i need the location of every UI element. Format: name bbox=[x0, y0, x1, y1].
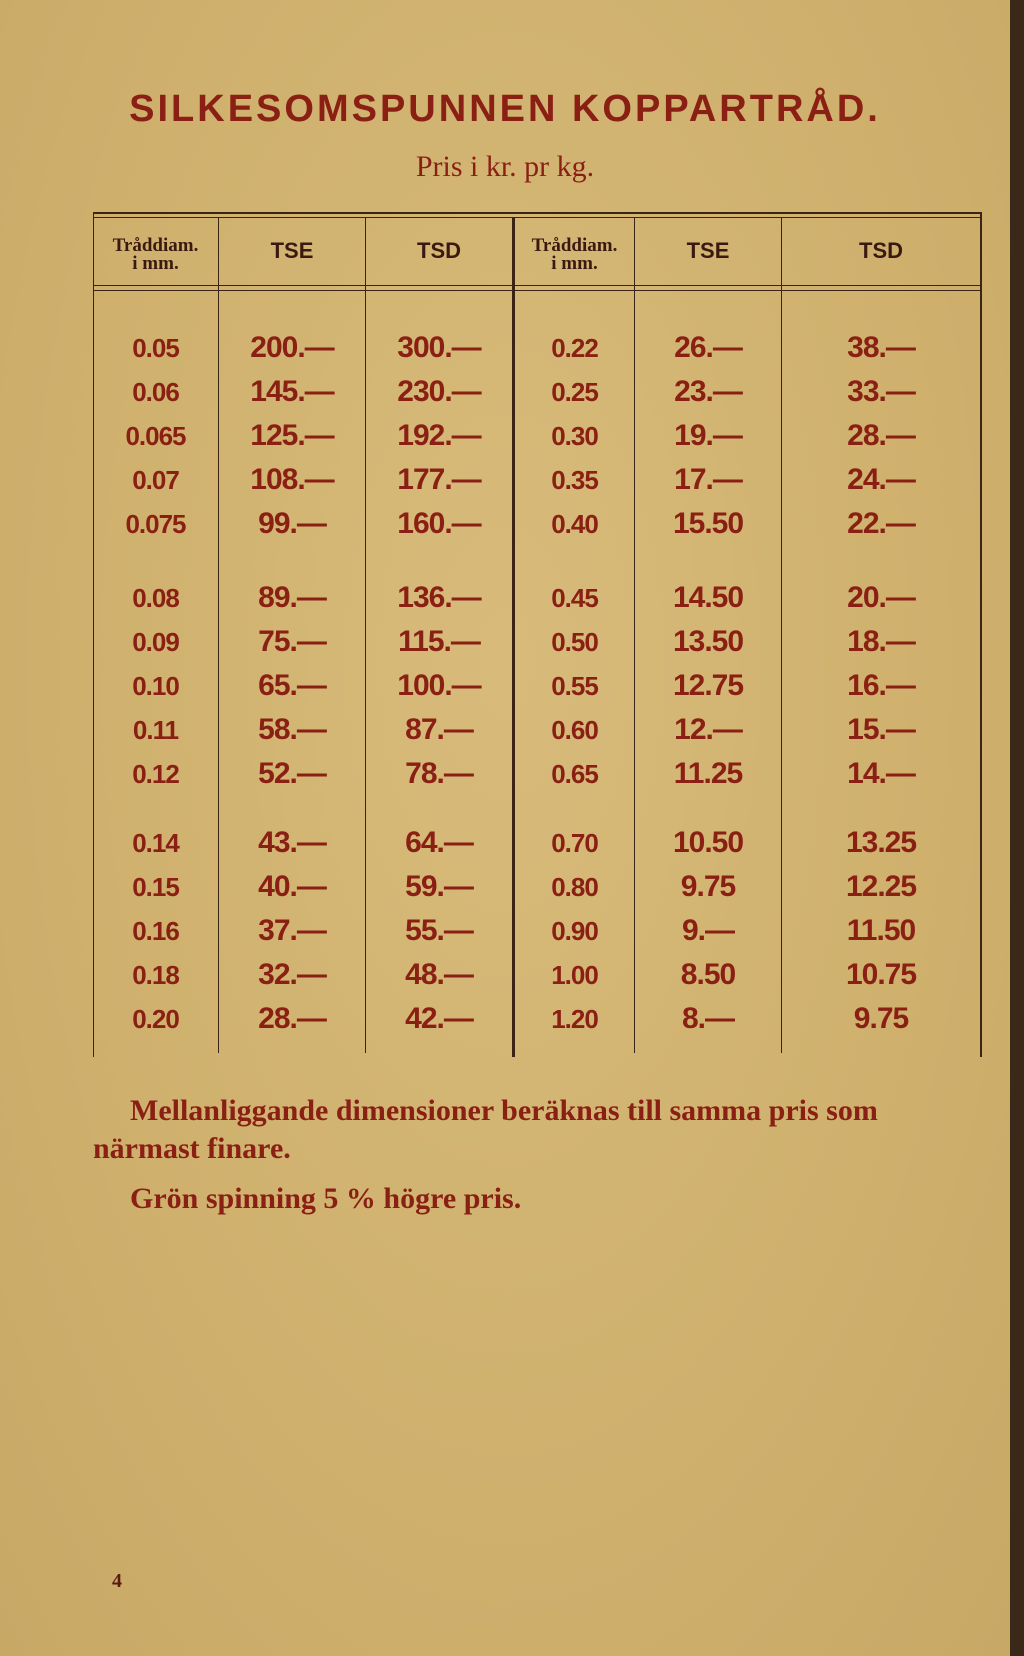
tsd-price-cell: 24.— bbox=[847, 463, 915, 496]
table-header-rule-2 bbox=[93, 290, 981, 291]
header-tse-left: TSE bbox=[270, 238, 314, 263]
tse-price-cell: 11.25 bbox=[673, 757, 743, 790]
diameter-cell: 0.08 bbox=[132, 583, 179, 613]
header-diameter-line2: i mm. bbox=[132, 253, 179, 274]
header-diameter-right bbox=[515, 237, 634, 273]
diameter-cell: 0.16 bbox=[132, 916, 179, 946]
tsd-price-cell: 87.— bbox=[405, 713, 473, 746]
tse-price-cell: 99.— bbox=[258, 507, 326, 540]
diameter-cell: 0.06 bbox=[132, 377, 179, 407]
tse-price-cell: 200.— bbox=[250, 331, 334, 364]
tse-price-cell: 14.50 bbox=[672, 581, 744, 614]
tsd-price-cell: 100.— bbox=[397, 669, 481, 702]
diameter-cell: 0.10 bbox=[132, 671, 179, 701]
tse-price-cell: 125.— bbox=[250, 419, 334, 452]
diameter-cell: 0.35 bbox=[551, 465, 598, 495]
header-tse-right: TSE bbox=[686, 238, 730, 263]
tse-price-cell: 8.50 bbox=[680, 958, 736, 991]
table-top-rule bbox=[93, 212, 981, 214]
diameter-cell: 0.09 bbox=[132, 627, 179, 657]
diameter-cell: 0.50 bbox=[551, 627, 598, 657]
diameter-cell: 0.80 bbox=[551, 872, 598, 902]
page-number: 4 bbox=[112, 1570, 122, 1592]
tsd-price-cell: 42.— bbox=[405, 1002, 473, 1035]
diameter-cell: 0.60 bbox=[551, 715, 598, 745]
tse-price-cell: 89.— bbox=[258, 581, 326, 614]
header-diameter-line1: Tråddiam. bbox=[112, 235, 199, 256]
diameter-cell: 0.55 bbox=[551, 671, 598, 701]
diameter-cell: 0.90 bbox=[551, 916, 598, 946]
page-title: SILKESOMSPUNNEN KOPPARTRÅD. bbox=[129, 88, 881, 130]
diameter-cell: 0.065 bbox=[125, 421, 186, 451]
tse-price-cell: 108.— bbox=[250, 463, 334, 496]
tsd-price-cell: 115.— bbox=[398, 625, 480, 658]
tse-price-cell: 23.— bbox=[674, 375, 742, 408]
tse-price-cell: 19.— bbox=[674, 419, 742, 452]
header-tsd-right: TSD bbox=[859, 238, 903, 263]
tsd-price-cell: 12.25 bbox=[845, 870, 917, 903]
diameter-cell: 0.40 bbox=[551, 509, 598, 539]
diameter-cell: 0.25 bbox=[551, 377, 598, 407]
tse-price-cell: 40.— bbox=[258, 870, 326, 903]
header-diameter-line1: Tråddiam. bbox=[531, 235, 618, 256]
tse-price-cell: 8.— bbox=[681, 1002, 735, 1035]
diameter-cell: 0.18 bbox=[132, 960, 179, 990]
tsd-price-cell: 38.— bbox=[847, 331, 915, 364]
header-diameter-line2: i mm. bbox=[551, 253, 598, 274]
tsd-price-cell: 177.— bbox=[397, 463, 481, 496]
diameter-cell: 0.11 bbox=[132, 715, 179, 745]
tsd-price-cell: 15.— bbox=[847, 713, 915, 746]
tse-price-cell: 32.— bbox=[258, 958, 326, 991]
diameter-cell: 0.07 bbox=[132, 465, 179, 495]
tse-price-cell: 43.— bbox=[258, 826, 326, 859]
tsd-price-cell: 22.— bbox=[847, 507, 915, 540]
tsd-price-cell: 18.— bbox=[847, 625, 915, 658]
tsd-price-cell: 64.— bbox=[405, 826, 473, 859]
tsd-price-cell: 28.— bbox=[847, 419, 915, 452]
header-tsd-left: TSD bbox=[417, 238, 461, 263]
tse-price-cell: 15.50 bbox=[672, 507, 744, 540]
tse-price-cell: 58.— bbox=[258, 713, 326, 746]
tsd-price-cell: 192.— bbox=[397, 419, 481, 452]
diameter-cell: 0.05 bbox=[132, 333, 179, 363]
tse-price-cell: 37.— bbox=[258, 914, 326, 947]
diameter-cell: 0.075 bbox=[125, 509, 186, 539]
tsd-price-cell: 78.— bbox=[405, 757, 473, 790]
diameter-cell: 0.15 bbox=[132, 872, 179, 902]
tsd-price-cell: 59.— bbox=[405, 870, 473, 903]
tsd-price-cell: 9.75 bbox=[853, 1002, 909, 1035]
tsd-price-cell: 20.— bbox=[847, 581, 915, 614]
tse-price-cell: 10.50 bbox=[672, 826, 744, 859]
tsd-price-cell: 48.— bbox=[405, 958, 473, 991]
diameter-cell: 0.12 bbox=[132, 759, 179, 789]
tsd-price-cell: 300.— bbox=[397, 331, 481, 364]
diameter-cell: 0.70 bbox=[551, 828, 598, 858]
note-line-3: Grön spinning 5 % högre pris. bbox=[130, 1182, 522, 1215]
tse-price-cell: 28.— bbox=[258, 1002, 326, 1035]
diameter-cell: 0.65 bbox=[551, 759, 598, 789]
table-top-rule-thin bbox=[93, 217, 981, 218]
tse-price-cell: 26.— bbox=[674, 331, 742, 364]
tsd-price-cell: 160.— bbox=[397, 507, 481, 540]
note-line-1: Mellanliggande dimensioner beräknas till samma pris som bbox=[130, 1094, 878, 1127]
tse-price-cell: 75.— bbox=[258, 625, 326, 658]
diameter-cell: 1.00 bbox=[551, 960, 598, 990]
tse-price-cell: 12.75 bbox=[672, 669, 744, 702]
price-table bbox=[93, 212, 981, 1057]
tsd-price-cell: 13.25 bbox=[845, 826, 917, 859]
diameter-cell: 0.30 bbox=[551, 421, 598, 451]
tsd-price-cell: 136.— bbox=[397, 581, 481, 614]
tse-price-cell: 52.— bbox=[258, 757, 326, 790]
diameter-cell: 0.14 bbox=[132, 828, 179, 858]
tse-price-cell: 12.— bbox=[674, 713, 742, 746]
tse-price-cell: 9.— bbox=[681, 914, 735, 947]
diameter-cell: 0.45 bbox=[551, 583, 598, 613]
tsd-price-cell: 55.— bbox=[405, 914, 473, 947]
tsd-price-cell: 11.50 bbox=[846, 914, 916, 947]
tsd-price-cell: 230.— bbox=[397, 375, 481, 408]
note-line-2: närmast finare. bbox=[93, 1132, 291, 1165]
tse-price-cell: 145.— bbox=[250, 375, 334, 408]
tse-price-cell: 17.— bbox=[674, 463, 742, 496]
tsd-price-cell: 10.75 bbox=[845, 958, 917, 991]
header-diameter-left bbox=[93, 237, 218, 273]
tsd-price-cell: 16.— bbox=[847, 669, 915, 702]
table-header-rule bbox=[93, 285, 981, 286]
diameter-cell: 0.20 bbox=[132, 1004, 179, 1034]
tse-price-cell: 13.50 bbox=[672, 625, 744, 658]
table-right-rule bbox=[980, 212, 982, 1057]
tse-price-cell: 9.75 bbox=[680, 870, 736, 903]
tse-price-cell: 65.— bbox=[258, 669, 326, 702]
tsd-price-cell: 14.— bbox=[847, 757, 915, 790]
tsd-price-cell: 33.— bbox=[847, 375, 915, 408]
diameter-cell: 0.22 bbox=[551, 333, 598, 363]
page-subtitle: Pris i kr. pr kg. bbox=[415, 150, 595, 183]
diameter-cell: 1.20 bbox=[551, 1004, 598, 1034]
